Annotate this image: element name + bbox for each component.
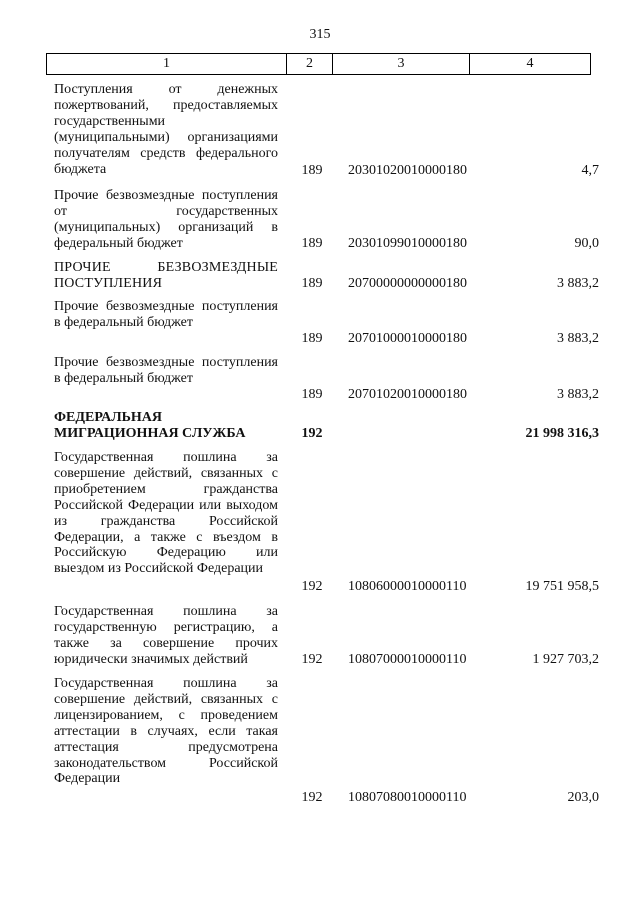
row-sum: 21 998 316,3 [525,426,599,442]
row-name: Государственная пошлина за совершение действий, связанных с лицензированием, с проведением аттестации в случаях, если такая аттестация предусмотрена законодательством Российской Федерации [54,676,278,787]
table-row [54,188,599,252]
row-name: Прочие безвозмездные поступления от государственных (муниципальных) организаций в федеральный бюджет [54,188,278,251]
table-row [54,604,599,668]
row-code: 192 [301,426,323,442]
header-col-1: 1 [47,54,287,74]
row-name: ПРОЧИЕ БЕЗВОЗМЕЗДНЫЕ ПОСТУПЛЕНИЯ [54,260,278,291]
row-sum: 90,0 [574,236,599,252]
row-code: 189 [301,163,323,179]
row-name: Государственная пошлина за совершение действий, связанных с приобретением гражданства Российской Федерации или выходом из гражданства Российской Федерации, а также с въездом в Российскую Федерацию или выездом из Российской Федерации [54,450,278,577]
header-col-3: 3 [333,54,470,74]
row-sum: 3 883,2 [557,276,599,292]
row-sum: 203,0 [567,790,599,806]
row-code: 192 [301,652,323,668]
row-name: Поступления от денежных пожертвований, предоставляемых государственными (муниципальными) организациями получателям средств федерального бюджета [54,82,278,177]
table-row [54,299,599,347]
row-sum: 3 883,2 [557,387,599,403]
row-name: Прочие безвозмездные поступления в федеральный бюджет [54,299,278,330]
row-sum: 1 927 703,2 [532,652,599,668]
row-name: Государственная пошлина за государственную регистрацию, а также за совершение прочих юридически значимых действий [54,604,278,667]
row-kbk: 20701000010000180 [348,331,467,347]
row-kbk: 20301099010000180 [348,236,467,252]
row-kbk: 10807080010000110 [348,790,467,806]
row-name: Прочие безвозмездные поступления в федеральный бюджет [54,355,278,386]
table-row [54,82,599,179]
table-header [46,53,591,75]
table-row [54,676,599,806]
header-col-2: 2 [287,54,333,74]
row-code: 192 [301,579,323,595]
row-kbk: 20301020010000180 [348,163,467,179]
table-row [54,410,599,442]
row-code: 189 [301,387,323,403]
table-row [54,450,599,595]
row-kbk: 10806000010000110 [348,579,467,595]
page-number: 315 [309,27,331,42]
row-kbk: 20700000000000180 [348,276,467,292]
row-kbk: 20701020010000180 [348,387,467,403]
row-sum: 3 883,2 [557,331,599,347]
row-sum: 4,7 [581,163,599,179]
table-row [54,355,599,403]
row-code: 189 [301,276,323,292]
row-code: 189 [301,236,323,252]
row-kbk: 10807000010000110 [348,652,467,668]
table-row [54,260,599,292]
header-col-4: 4 [526,56,534,71]
row-sum: 19 751 958,5 [525,579,599,595]
row-code: 192 [301,790,323,806]
row-code: 189 [301,331,323,347]
row-name: ФЕДЕРАЛЬНАЯ МИГРАЦИОННАЯ СЛУЖБА [54,410,246,441]
